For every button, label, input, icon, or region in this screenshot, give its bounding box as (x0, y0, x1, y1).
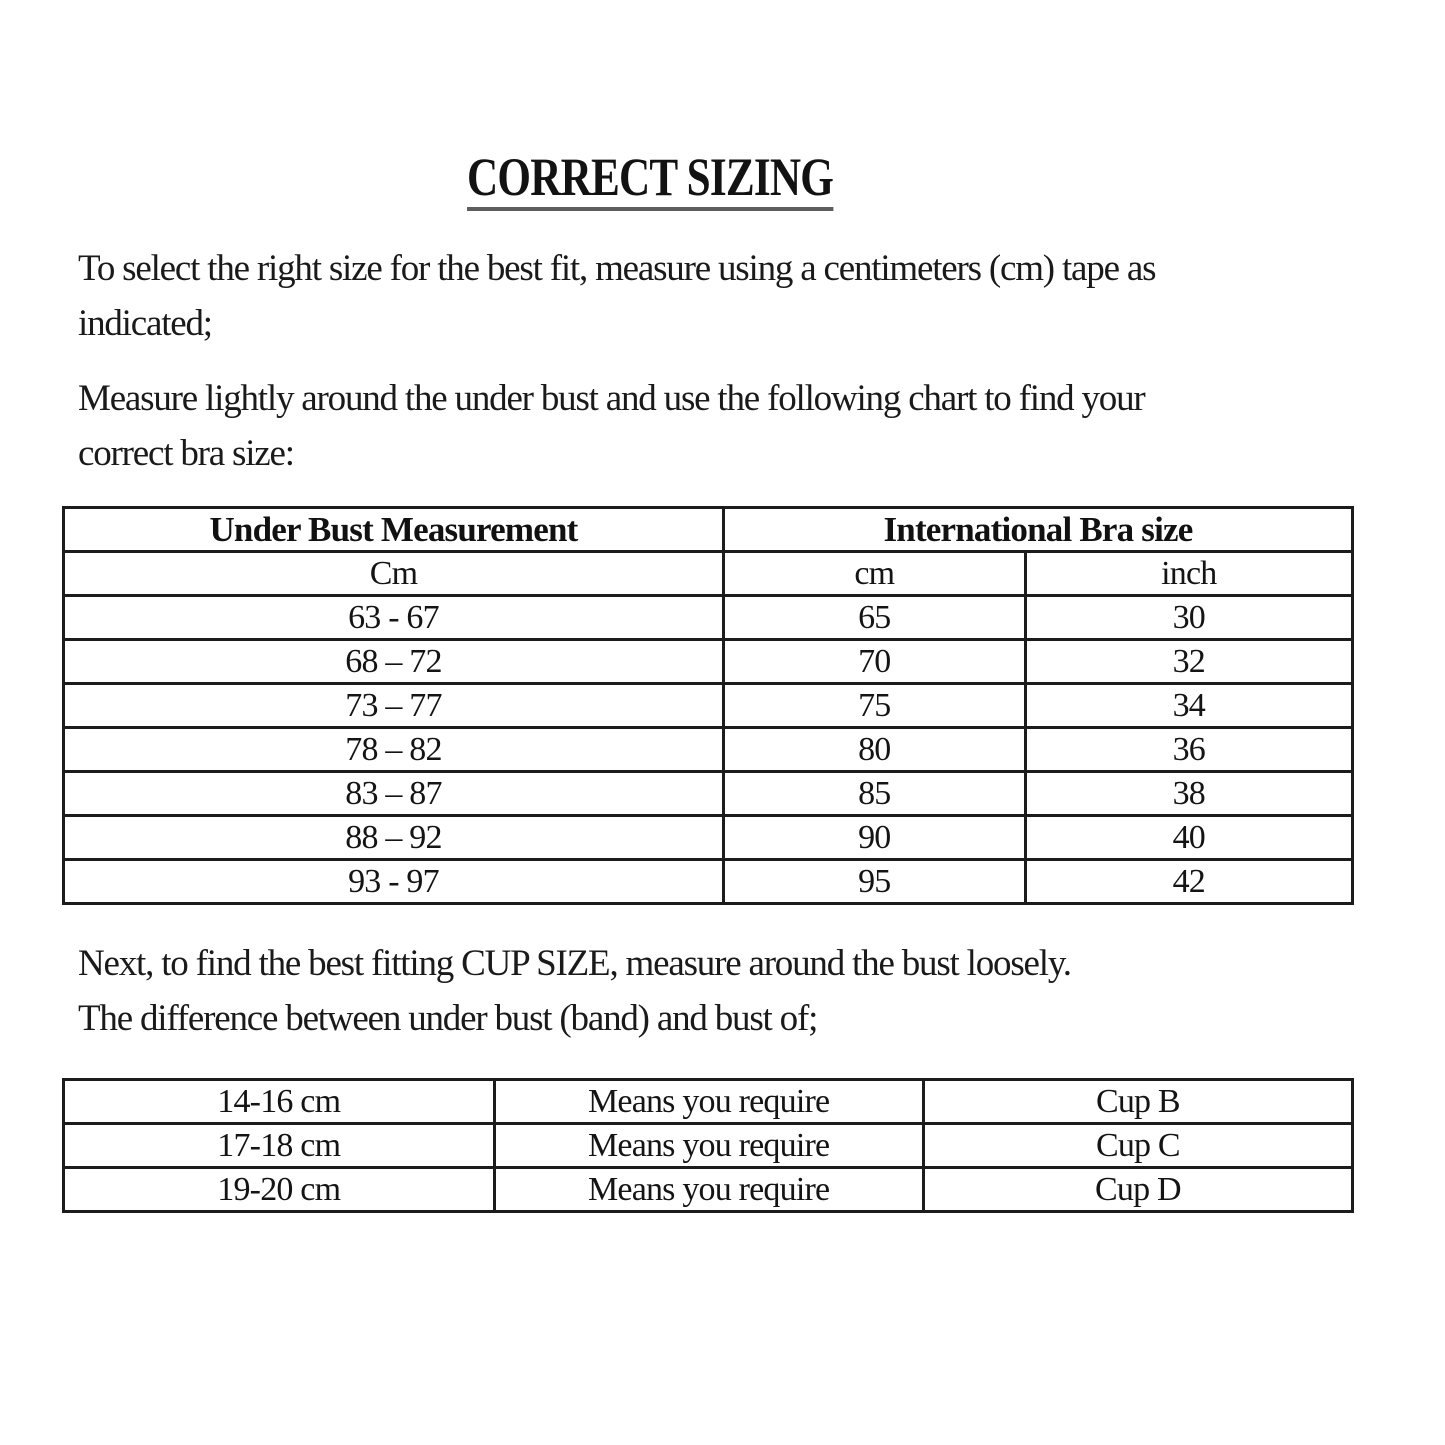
band-size-table (62, 506, 1354, 905)
band-table-row (64, 860, 1353, 904)
paragraph-line: Measure lightly around the under bust and use the following chart to find your (78, 378, 1145, 419)
cup-table-row (64, 1080, 1353, 1124)
measure-paragraph (78, 371, 1145, 481)
table-cell: Means you require (494, 1080, 923, 1124)
table-cell: Cup B (923, 1080, 1352, 1124)
band-table-row (64, 596, 1353, 640)
cup-table-row (64, 1124, 1353, 1168)
table-cell: Means you require (494, 1124, 923, 1168)
table-cell: 32 (1025, 640, 1352, 684)
band-table-row (64, 684, 1353, 728)
table-cell: Cup D (923, 1168, 1352, 1212)
table-cell: 78 – 82 (64, 728, 724, 772)
table-cell: Cup C (923, 1124, 1352, 1168)
paragraph-line: To select the right size for the best fit, measure using a centimeters (cm) tape as (78, 248, 1156, 289)
table-cell: 42 (1025, 860, 1352, 904)
page-title: CORRECT SIZING (467, 150, 833, 211)
table-cell: 63 - 67 (64, 596, 724, 640)
band-table-header-row (64, 508, 1353, 552)
table-cell: 30 (1025, 596, 1352, 640)
table-cell: 36 (1025, 728, 1352, 772)
header-bra-size: International Bra size (723, 508, 1352, 552)
paragraph-line: Next, to find the best fitting CUP SIZE, measure around the bust loosely. (78, 943, 1071, 984)
table-cell: 68 – 72 (64, 640, 724, 684)
table-cell: 65 (723, 596, 1025, 640)
band-table-row (64, 640, 1353, 684)
title-wrap (467, 147, 925, 211)
band-table-row (64, 816, 1353, 860)
table-cell: Means you require (494, 1168, 923, 1212)
table-cell: 90 (723, 816, 1025, 860)
table-cell: 17-18 cm (64, 1124, 495, 1168)
table-cell: 73 – 77 (64, 684, 724, 728)
header-under-bust: Under Bust Measurement (64, 508, 724, 552)
cup-size-table (62, 1078, 1354, 1213)
table-cell: 34 (1025, 684, 1352, 728)
intro-paragraph (78, 241, 1155, 351)
table-cell: 88 – 92 (64, 816, 724, 860)
subheader-cm-left: Cm (64, 552, 724, 596)
table-cell: 85 (723, 772, 1025, 816)
band-table-subheader-row (64, 552, 1353, 596)
table-cell: 83 – 87 (64, 772, 724, 816)
table-cell: 70 (723, 640, 1025, 684)
table-cell: 14-16 cm (64, 1080, 495, 1124)
cup-table-row (64, 1168, 1353, 1212)
table-cell: 38 (1025, 772, 1352, 816)
paragraph-line: correct bra size: (78, 433, 294, 474)
band-table-row (64, 772, 1353, 816)
paragraph-line: The difference between under bust (band) and bust of; (78, 998, 818, 1039)
subheader-inch: inch (1025, 552, 1352, 596)
table-cell: 93 - 97 (64, 860, 724, 904)
table-cell: 80 (723, 728, 1025, 772)
table-cell: 40 (1025, 816, 1352, 860)
table-cell: 19-20 cm (64, 1168, 495, 1212)
table-cell: 95 (723, 860, 1025, 904)
band-table-row (64, 728, 1353, 772)
cup-size-paragraph (78, 936, 1071, 1046)
paragraph-line: indicated; (78, 303, 212, 344)
subheader-cm: cm (723, 552, 1025, 596)
table-cell: 75 (723, 684, 1025, 728)
